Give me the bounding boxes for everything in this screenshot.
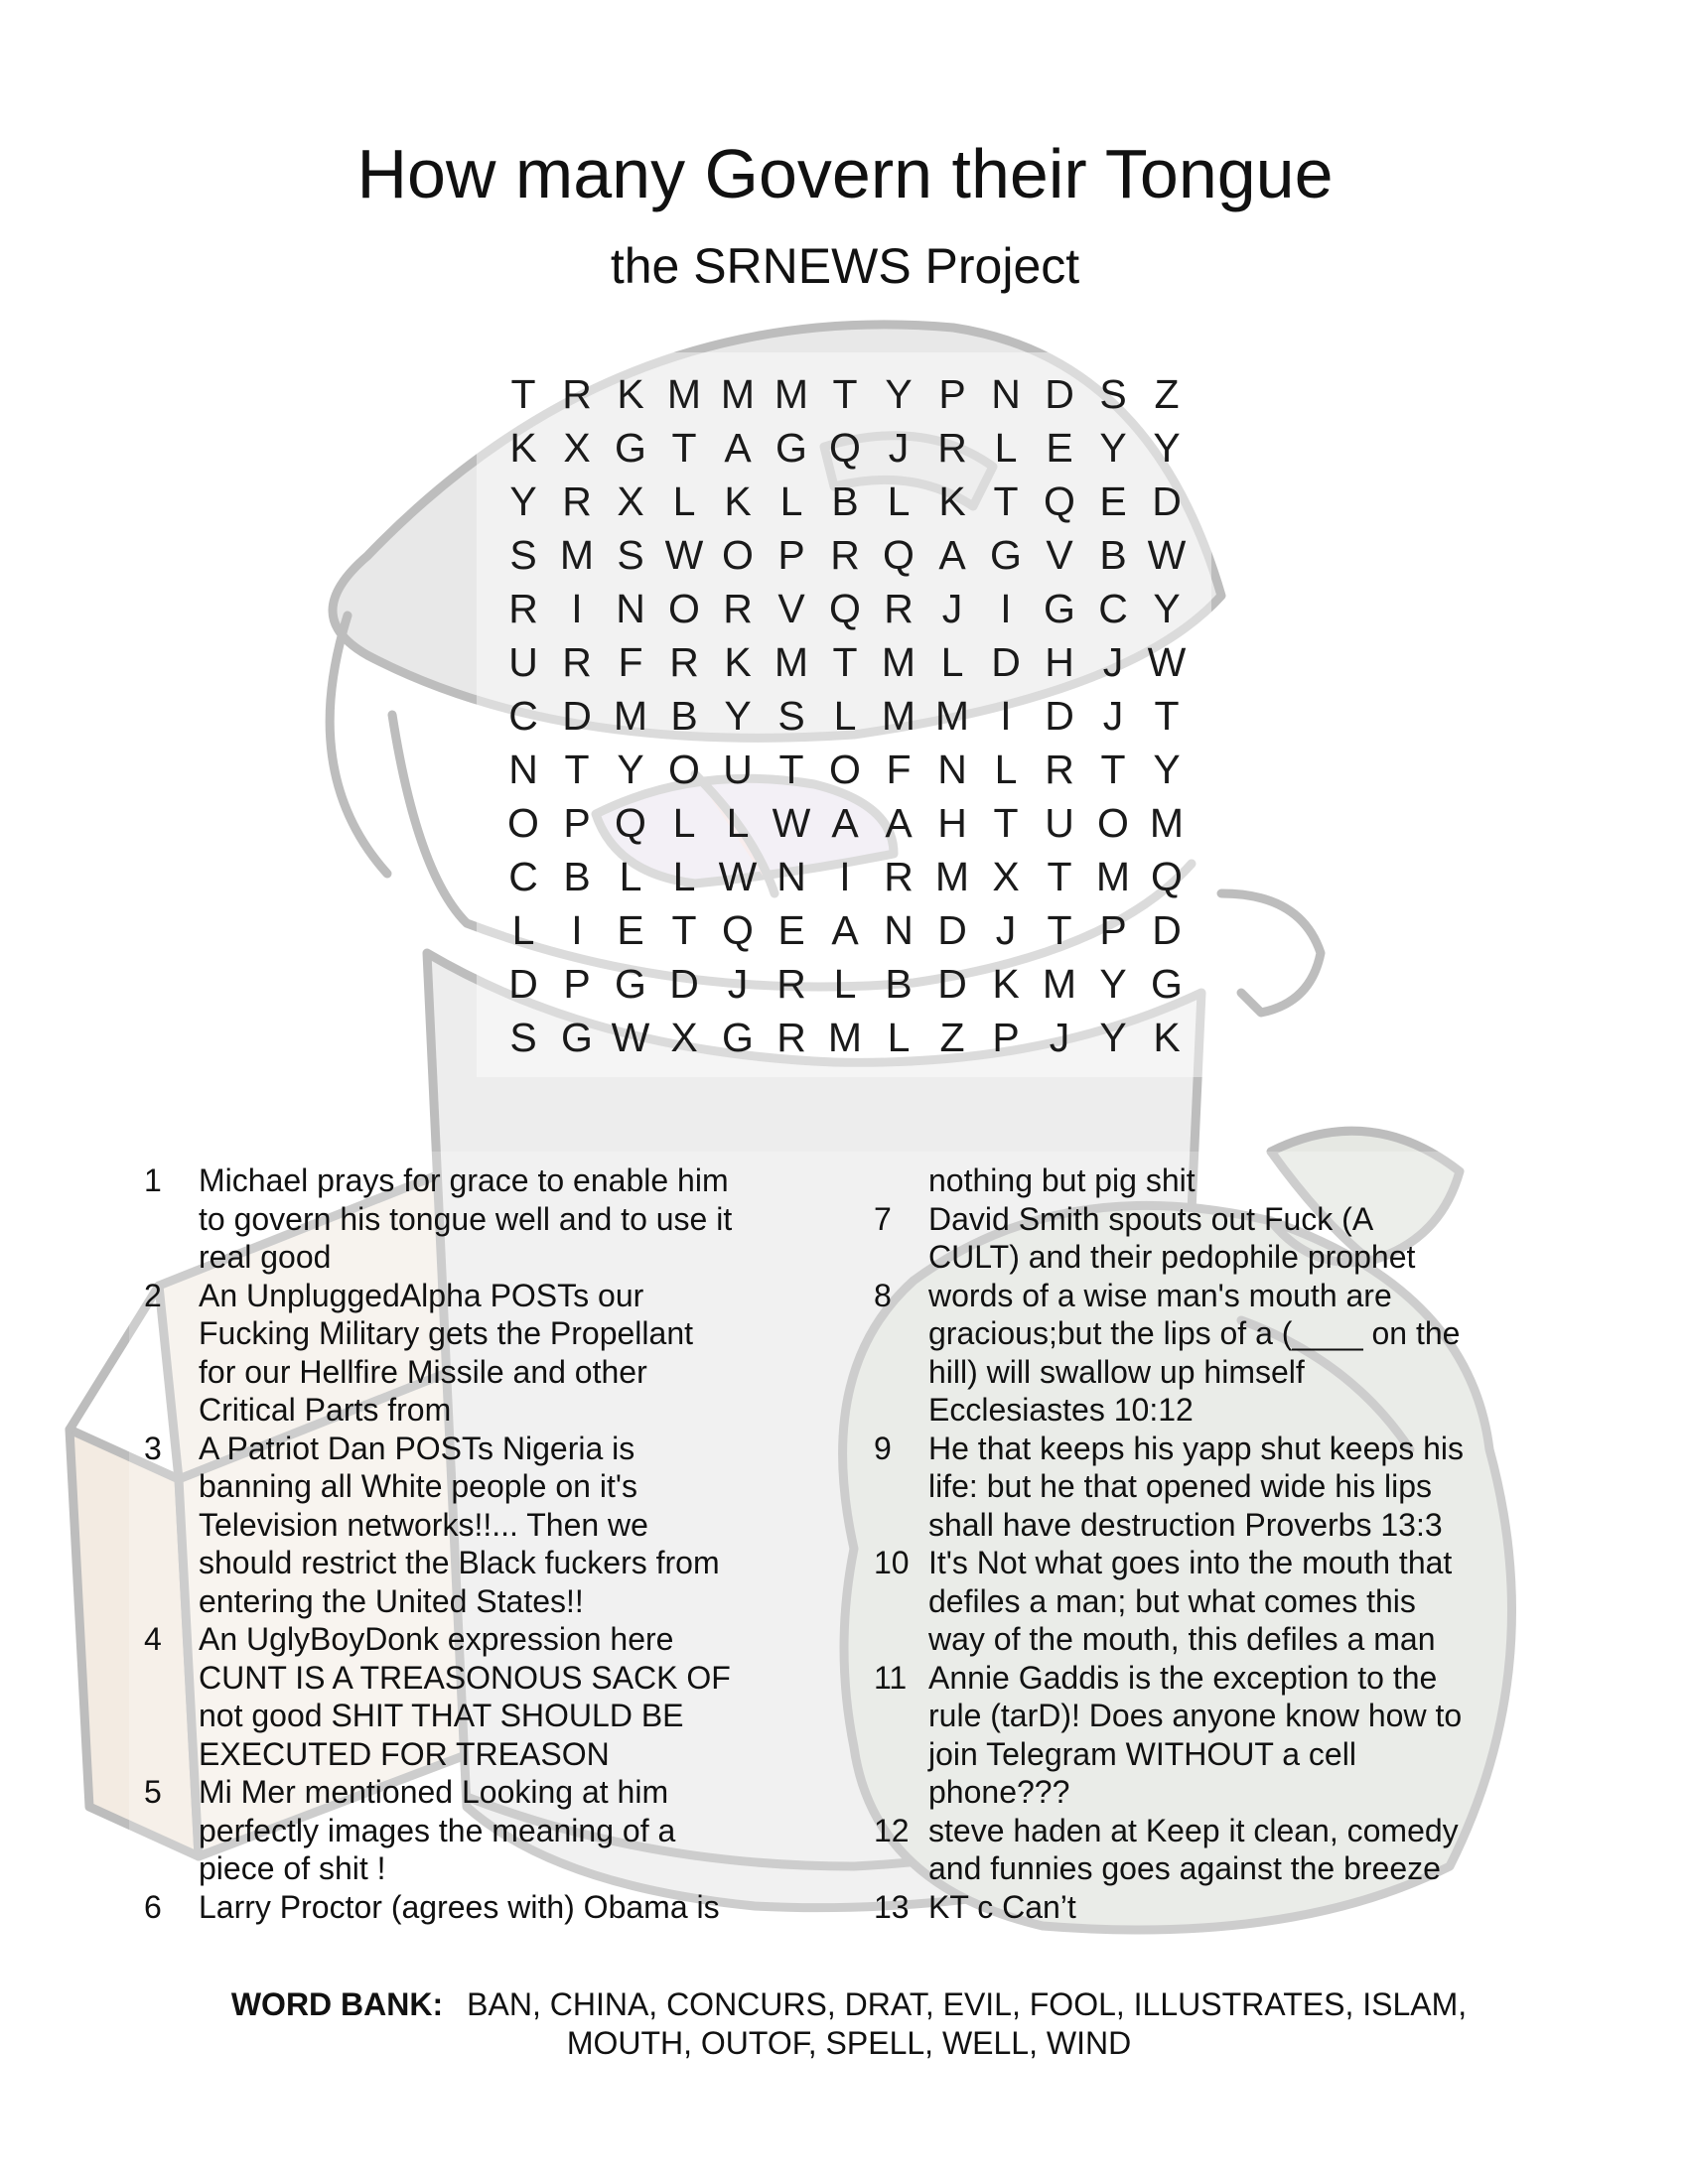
grid-letter: E: [1099, 478, 1127, 524]
grid-letter: M: [666, 371, 702, 417]
clue-item: [874, 1812, 1509, 1888]
grid-letter: J: [1049, 1015, 1070, 1060]
clue-number: 5: [144, 1774, 162, 1810]
grid-letter: R: [669, 639, 699, 685]
grid-letter: O: [668, 747, 700, 792]
grid-letter: Y: [885, 371, 913, 417]
clue-text: An UglyBoyDonk expression here CUNT IS A TREASONOUS SACK OF not good SHIT THAT SHOULD BE EXECUTED FOR TREASON: [199, 1621, 731, 1772]
grid-letter: S: [617, 532, 644, 578]
grid-letter: Q: [1151, 854, 1183, 899]
grid-letter: K: [617, 371, 644, 417]
grid-letter: J: [941, 586, 963, 631]
grid-letter: Y: [617, 747, 644, 792]
grid-letter: I: [1000, 693, 1012, 739]
grid-letter: X: [670, 1015, 698, 1060]
grid-letter: M: [827, 1015, 863, 1060]
clue-item: [144, 1430, 779, 1621]
clue-text: words of a wise man's mouth are gracious;but the lips of a (____ on the hill) will swallow up himself Ecclesiastes 10:12: [928, 1277, 1461, 1428]
grid-letter: Q: [615, 800, 646, 846]
grid-letter: O: [829, 747, 861, 792]
page-subtitle: the SRNEWS Project: [610, 238, 1080, 294]
grid-letter: I: [1000, 586, 1012, 631]
grid-letter: T: [993, 800, 1019, 846]
grid-letter: M: [934, 693, 970, 739]
grid-letter: B: [1099, 532, 1127, 578]
grid-letter: R: [937, 425, 967, 471]
clue-item: [874, 1277, 1509, 1430]
grid-letter: R: [562, 639, 592, 685]
grid-letter: R: [884, 854, 914, 899]
grid-letter: Y: [724, 693, 752, 739]
clue-number: 1: [144, 1162, 162, 1198]
grid-letter: Y: [1153, 425, 1181, 471]
grid-letter: A: [885, 800, 913, 846]
grid-letter: R: [562, 478, 592, 524]
grid-letter: H: [1045, 639, 1074, 685]
grid-letter: K: [938, 478, 966, 524]
grid-letter: E: [617, 907, 644, 953]
clue-item: [144, 1773, 779, 1888]
grid-letter: N: [616, 586, 645, 631]
grid-letter: G: [775, 425, 807, 471]
grid-letter: R: [1045, 747, 1074, 792]
grid-letter: E: [777, 907, 805, 953]
clue-item: [874, 1888, 1509, 1927]
grid-letter: M: [774, 371, 809, 417]
grid-letter: Z: [939, 1015, 965, 1060]
clue-number: 8: [874, 1277, 892, 1313]
grid-letter: T: [671, 907, 697, 953]
grid-letter: X: [563, 425, 591, 471]
clue-item: [144, 1277, 779, 1430]
clue-text: Larry Proctor (agrees with) Obama is: [199, 1888, 720, 1925]
grid-letter: W: [1147, 532, 1187, 578]
grid-letter: M: [1042, 961, 1077, 1007]
grid-letter: T: [832, 639, 858, 685]
grid-letter: R: [830, 532, 860, 578]
grid-letter: I: [571, 907, 583, 953]
clue-text: An UnpluggedAlpha POSTs our Fucking Military gets the Propellant for our Hellfire Missile and other Critical Parts from: [199, 1277, 693, 1428]
clue-number: 6: [144, 1888, 162, 1925]
grid-letter: H: [937, 800, 967, 846]
grid-letter: M: [1095, 854, 1131, 899]
grid-letter: M: [613, 693, 648, 739]
clue-item: [874, 1659, 1509, 1812]
clue-item: [144, 1888, 779, 1927]
grid-letter: O: [507, 800, 539, 846]
grid-letter: Q: [829, 425, 861, 471]
page-title: How many Govern their Tongue: [356, 135, 1334, 212]
grid-letter: N: [884, 907, 914, 953]
clue-text: David Smith spouts out Fuck (A CULT) and their pedophile prophet: [928, 1200, 1416, 1275]
grid-letter: S: [1099, 371, 1127, 417]
grid-letter: J: [1102, 639, 1124, 685]
grid-letter: S: [777, 693, 805, 739]
grid-letter: R: [776, 1015, 806, 1060]
grid-letter: D: [1152, 907, 1182, 953]
word-search-grid: [496, 367, 1194, 1064]
grid-letter: J: [1102, 693, 1124, 739]
grid-letter: G: [615, 425, 646, 471]
clue-number: 9: [874, 1430, 892, 1466]
clue-text: It's Not what goes into the mouth that defiles a man; but what comes this way of the mouth, this defiles a man: [928, 1545, 1453, 1657]
grid-letter: I: [839, 854, 851, 899]
grid-letter: I: [571, 586, 583, 631]
grid-letter: P: [777, 532, 805, 578]
grid-letter: V: [777, 586, 805, 631]
word-bank-label: WORD BANK:: [230, 1986, 444, 2022]
grid-letter: X: [617, 478, 644, 524]
clue-list-left: [144, 1161, 779, 1926]
clue-continuation: [874, 1161, 1509, 1200]
grid-letter: M: [559, 532, 595, 578]
grid-letter: Q: [1044, 478, 1075, 524]
grid-letter: U: [508, 639, 538, 685]
grid-letter: W: [664, 532, 704, 578]
grid-letter: Y: [1099, 425, 1127, 471]
grid-letter: Y: [1153, 586, 1181, 631]
grid-letter: L: [672, 800, 696, 846]
grid-letter: G: [990, 532, 1022, 578]
grid-letter: S: [509, 1015, 537, 1060]
grid-letter: B: [831, 478, 859, 524]
grid-letter: O: [722, 532, 754, 578]
word-bank-line-1: [179, 1985, 1519, 2024]
grid-letter: B: [670, 693, 698, 739]
grid-letter: M: [1149, 800, 1185, 846]
word-bank: [179, 1985, 1519, 2063]
grid-letter: W: [1147, 639, 1187, 685]
clue-number: 11: [874, 1659, 908, 1696]
grid-letter: J: [727, 961, 749, 1007]
grid-letter: T: [564, 747, 590, 792]
grid-letter: K: [724, 639, 752, 685]
grid-letter: L: [887, 1015, 911, 1060]
grid-letter: O: [668, 586, 700, 631]
grid-letter: P: [938, 371, 966, 417]
grid-letter: T: [1100, 747, 1126, 792]
grid-letter: R: [723, 586, 753, 631]
grid-letter: Y: [509, 478, 537, 524]
grid-letter: K: [992, 961, 1020, 1007]
clue-item: [144, 1161, 779, 1277]
grid-letter: E: [1046, 425, 1073, 471]
grid-letter: D: [937, 961, 967, 1007]
grid-letter: K: [724, 478, 752, 524]
grid-letter: G: [1151, 961, 1183, 1007]
clue-item: [874, 1544, 1509, 1659]
grid-letter: D: [1045, 371, 1074, 417]
grid-letter: N: [508, 747, 538, 792]
grid-letter: T: [671, 425, 697, 471]
grid-letter: K: [509, 425, 537, 471]
grid-letter: P: [563, 800, 591, 846]
grid-letter: L: [726, 800, 750, 846]
clue-text: He that keeps his yapp shut keeps his life: but he that opened wide his lips shall have destruction Proverbs 13:3: [928, 1430, 1464, 1543]
grid-letter: R: [562, 371, 592, 417]
grid-letter: M: [720, 371, 756, 417]
grid-letter: L: [619, 854, 642, 899]
word-bank-line-2: MOUTH, OUTOF, SPELL, WELL, WIND: [566, 2025, 1132, 2061]
grid-letter: A: [831, 800, 859, 846]
grid-letter: L: [833, 693, 857, 739]
grid-letter: G: [722, 1015, 754, 1060]
grid-letter: C: [508, 693, 538, 739]
grid-letter: B: [563, 854, 591, 899]
grid-letter: R: [884, 586, 914, 631]
grid-letter: R: [508, 586, 538, 631]
grid-letter: W: [611, 1015, 650, 1060]
grid-letter: D: [1045, 693, 1074, 739]
grid-letter: U: [1045, 800, 1074, 846]
grid-letter: A: [831, 907, 859, 953]
grid-letter: D: [937, 907, 967, 953]
clue-text: nothing but pig shit: [928, 1162, 1196, 1198]
grid-letter: L: [672, 478, 696, 524]
clue-number: 12: [874, 1812, 910, 1848]
grid-letter: W: [718, 854, 758, 899]
grid-letter: T: [1154, 693, 1180, 739]
grid-letter: L: [940, 639, 964, 685]
grid-letter: T: [832, 371, 858, 417]
grid-letter: T: [778, 747, 804, 792]
grid-letter: D: [991, 639, 1021, 685]
grid-letter: Q: [883, 532, 915, 578]
grid-letter: D: [1152, 478, 1182, 524]
grid-letter: C: [1098, 586, 1128, 631]
clue-text: A Patriot Dan POSTs Nigeria is banning all White people on it's Television networks!!... Then we should restrict the Black fuckers from entering the United States!!: [199, 1430, 720, 1619]
grid-letter: M: [881, 639, 916, 685]
grid-letter: T: [993, 478, 1019, 524]
grid-letter: S: [509, 532, 537, 578]
grid-letter: L: [833, 961, 857, 1007]
grid-letter: T: [1047, 907, 1072, 953]
grid-letter: A: [938, 532, 966, 578]
word-bank-words: BAN, CHINA, CONCURS, DRAT, EVIL, FOOL, ILLUSTRATES, ISLAM,: [467, 1986, 1468, 2022]
grid-letter: P: [992, 1015, 1020, 1060]
clue-text: steve haden at Keep it clean, comedy and funnies goes against the breeze: [928, 1812, 1459, 1886]
grid-letter: U: [723, 747, 753, 792]
grid-letter: F: [618, 639, 643, 685]
grid-letter: N: [937, 747, 967, 792]
grid-letter: J: [888, 425, 910, 471]
grid-letter: J: [995, 907, 1017, 953]
grid-letter: D: [669, 961, 699, 1007]
grid-letter: V: [1046, 532, 1073, 578]
clue-list-right: [874, 1161, 1509, 1926]
grid-letter: A: [724, 425, 752, 471]
clue-number: 10: [874, 1545, 910, 1580]
clue-text: Annie Gaddis is the exception to the rule (tarD)! Does anyone know how to join Telegram WITHOUT a cell phone???: [928, 1659, 1463, 1810]
grid-letter: M: [774, 639, 809, 685]
grid-letter: Y: [1099, 1015, 1127, 1060]
grid-letter: D: [562, 693, 592, 739]
grid-letter: F: [886, 747, 912, 792]
clue-item: [874, 1200, 1509, 1277]
grid-letter: R: [776, 961, 806, 1007]
grid-letter: L: [672, 854, 696, 899]
grid-letter: L: [994, 747, 1018, 792]
grid-letter: Q: [722, 907, 754, 953]
grid-letter: M: [934, 854, 970, 899]
grid-letter: G: [1044, 586, 1075, 631]
clue-text: Mi Mer mentioned Looking at him perfectly images the meaning of a piece of shit !: [199, 1774, 676, 1886]
grid-letter: X: [992, 854, 1020, 899]
clue-text: Michael prays for grace to enable him to govern his tongue well and to use it real good: [199, 1162, 733, 1275]
clue-number: 7: [874, 1200, 892, 1237]
grid-letter: Y: [1099, 961, 1127, 1007]
grid-letter: N: [776, 854, 806, 899]
grid-letter: L: [994, 425, 1018, 471]
grid-letter: L: [887, 478, 911, 524]
clue-number: 13: [874, 1888, 910, 1925]
grid-letter: Z: [1154, 371, 1180, 417]
clue-number: 2: [144, 1277, 162, 1313]
clue-number: 4: [144, 1621, 162, 1657]
grid-letter: Y: [1153, 747, 1181, 792]
clue-item: [144, 1620, 779, 1773]
grid-letter: G: [615, 961, 646, 1007]
grid-letter: O: [1097, 800, 1129, 846]
grid-letter: L: [511, 907, 535, 953]
grid-letter: D: [508, 961, 538, 1007]
grid-letter: Q: [829, 586, 861, 631]
clue-item: [874, 1430, 1509, 1545]
grid-letter: M: [881, 693, 916, 739]
grid-letter: B: [885, 961, 913, 1007]
grid-letter: G: [561, 1015, 593, 1060]
grid-letter: L: [779, 478, 803, 524]
clue-number: 3: [144, 1430, 162, 1466]
grid-letter: T: [510, 371, 536, 417]
grid-letter: W: [772, 800, 811, 846]
grid-letter: P: [1099, 907, 1127, 953]
grid-letter: P: [563, 961, 591, 1007]
grid-letter: C: [508, 854, 538, 899]
clue-text: KT c Can’t: [928, 1888, 1076, 1925]
grid-letter: K: [1153, 1015, 1181, 1060]
grid-letter: N: [991, 371, 1021, 417]
grid-letter: T: [1047, 854, 1072, 899]
